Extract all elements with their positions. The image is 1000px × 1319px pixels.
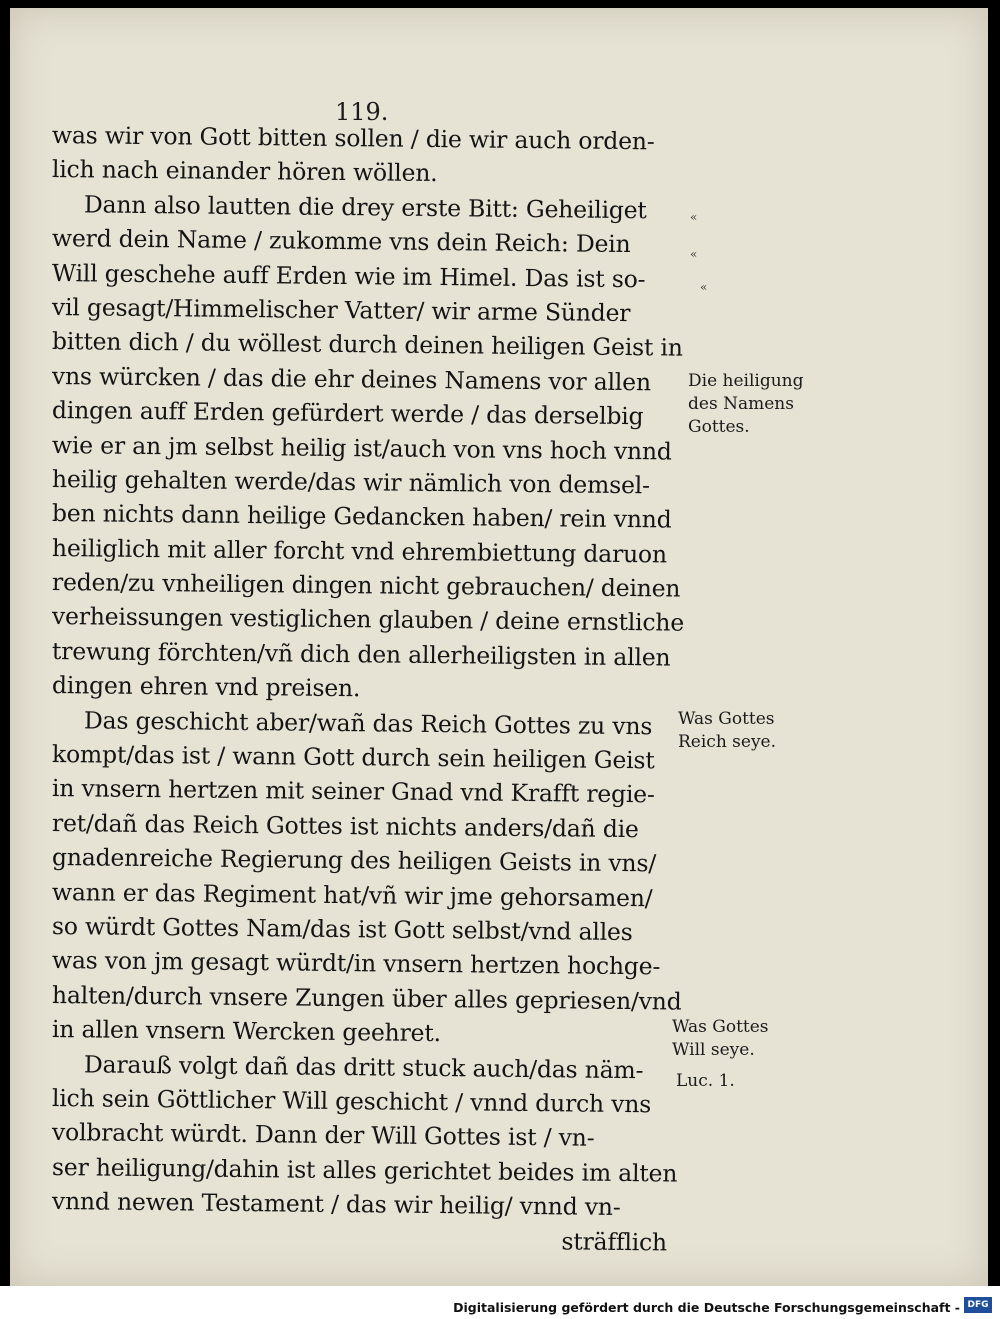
margin-note-line: Reich seye. (678, 732, 777, 752)
text-line: ret/dañ das Reich Gottes ist nichts anders/dañ die (51, 808, 639, 843)
text-line: in vnsern hertzen mit seiner Gnad vnd Krafft regie- (51, 774, 655, 809)
text-line: in allen vnsern Wercken geehret. (51, 1015, 441, 1048)
quote-mark: « (700, 280, 708, 294)
margin-note-line: Was Gottes (672, 1017, 769, 1037)
footer-credit: Digitalisierung gefördert durch die Deutsche Forschungsgemeinschaft - (453, 1300, 960, 1315)
margin-note-will (672, 1016, 769, 1062)
text-line: wann er das Regiment hat/vñ wir jme gehorsamen/ (51, 877, 653, 912)
text-line: wie er an jm selbst heilig ist/auch von vns hoch vnnd (51, 430, 672, 466)
margin-note-line: Die heiligung (688, 371, 804, 391)
body-text (51, 118, 685, 1256)
catchword: sträfflich (561, 1226, 668, 1256)
margin-note-luc (676, 1070, 735, 1093)
text-line: bitten dich / du wöllest durch deinen heiligen Geist in (51, 327, 683, 362)
text-line: dingen ehren vnd preisen. (51, 671, 361, 703)
margin-note-line: Was Gottes (678, 709, 775, 729)
text-line: was wir von Gott bitten sollen / die wir auch orden- (51, 121, 655, 156)
dfg-logo: DFG (964, 1297, 992, 1313)
text-line: vil gesagt/Himmelischer Vatter/ wir arme Sünder (51, 292, 631, 328)
text-line: lich sein Göttlicher Will geschicht / vnnd durch vns (51, 1083, 652, 1119)
quote-mark: « (690, 247, 698, 261)
text-line: vns würcken / das die ehr deines Namens vor allen (51, 361, 651, 397)
text-line: gnadenreiche Regierung des heiligen Geists in vns/ (51, 843, 657, 878)
margin-note-line: Luc. 1. (676, 1071, 735, 1091)
text-line: dingen auff Erden gefürdert werde / das derselbig (51, 396, 644, 431)
text-line: heiliglich mit aller forcht vnd ehrembiettung daruon (51, 533, 668, 569)
page-number: 119. (335, 98, 389, 126)
text-line: kompt/das ist / wann Gott durch sein heiligen Geist (51, 740, 655, 775)
text-line: lich nach einander hören wöllen. (51, 155, 438, 188)
quote-mark: « (690, 210, 698, 224)
text-line: volbracht würdt. Dann der Will Gottes ist / vn- (51, 1118, 595, 1153)
text-line: vnnd newen Testament / das wir heilig/ vnnd vn- (51, 1187, 621, 1222)
margin-note-heiligung (688, 370, 804, 439)
text-line: Das geschicht aber/wañ das Reich Gottes zu vns (83, 705, 653, 740)
text-line: was von jm gesagt würdt/in vnsern hertzen hochge- (51, 946, 661, 981)
margin-note-line: Will seye. (672, 1040, 755, 1060)
text-line: halten/durch vnsere Zungen über alles gepriesen/vnd (51, 980, 682, 1016)
text-line: ser heiligung/dahin ist alles gerichtet beides im alten (51, 1152, 678, 1188)
text-line: trewung förchten/vñ dich den allerheiligsten in allen (51, 636, 671, 672)
text-line: verheissungen vestiglichen glauben / deine ernstliche (51, 602, 685, 638)
text-line: Dann also lautten die drey erste Bitt: Geheiliget (83, 190, 647, 225)
text-line: heilig gehalten werde/das wir nämlich von demsel- (51, 464, 650, 500)
text-line: werd dein Name / zukomme vns dein Reich: Dein (51, 224, 631, 259)
text-line: so würdt Gottes Nam/das ist Gott selbst/vnd alles (51, 911, 633, 947)
text-line: Darauß volgt dañ das dritt stuck auch/das näm- (83, 1049, 644, 1084)
text-line: ben nichts dann heilige Gedancken haben/ rein vnnd (51, 499, 672, 534)
text-line: reden/zu vnheiligen dingen nicht gebrauchen/ deinen (51, 568, 681, 603)
margin-note-reich (678, 708, 776, 754)
footer-bar (0, 1286, 1000, 1319)
text-line: Will geschehe auff Erden wie im Himel. Das ist so- (51, 258, 646, 293)
margin-note-line: des Namens (688, 394, 794, 414)
margin-note-line: Gottes. (688, 417, 750, 437)
